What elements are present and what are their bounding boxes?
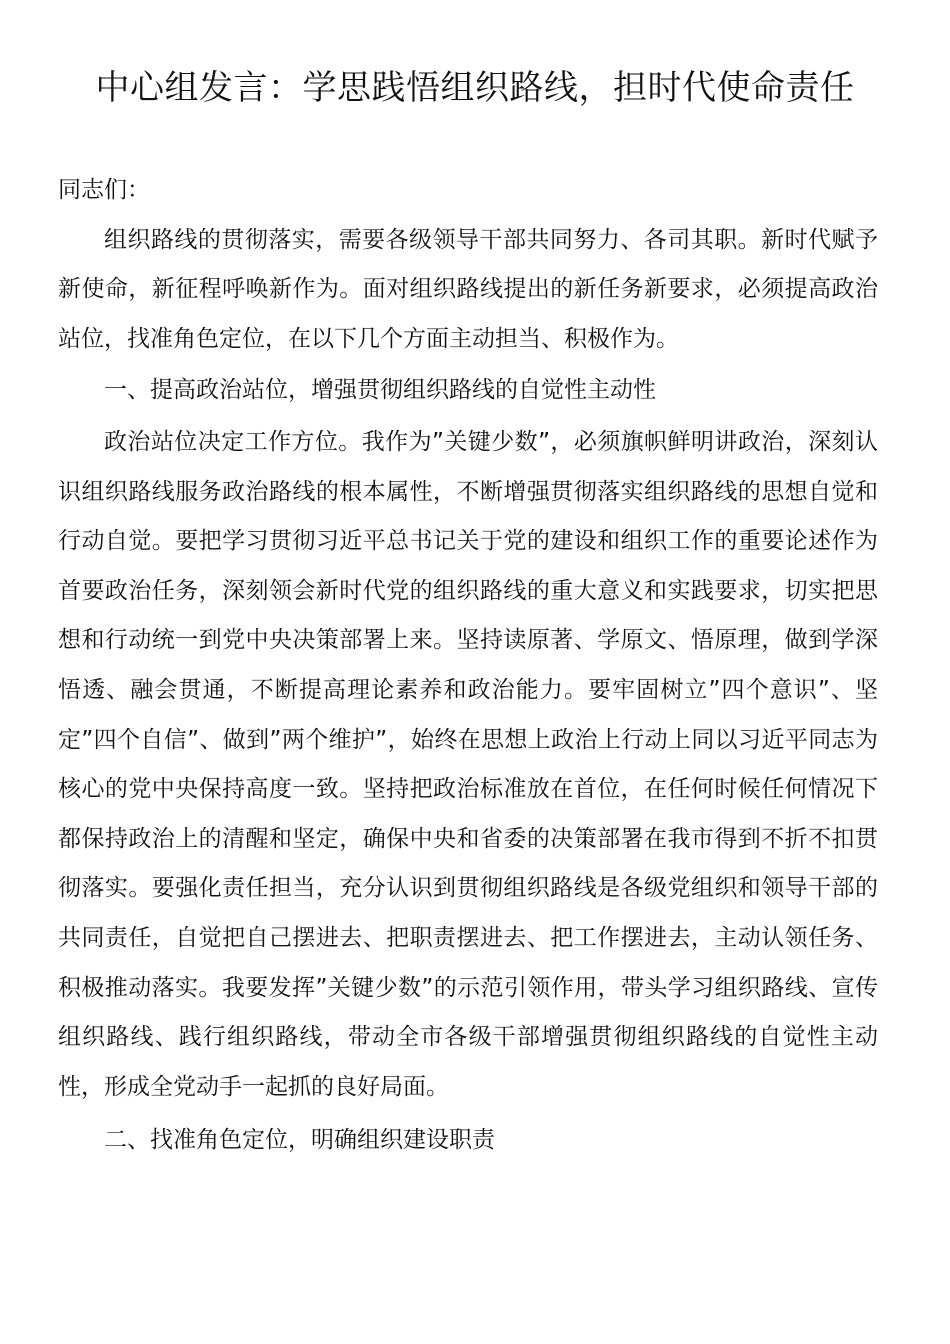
document-title: 中心组发言：学思践悟组织路线，担时代使命责任 <box>95 68 855 108</box>
section-1-heading: 一、提高政治站位，增强贯彻组织路线的自觉性主动性 <box>104 377 656 404</box>
document-body <box>58 166 878 1166</box>
salutation: 同志们： <box>58 177 150 203</box>
section-1-paragraph: 政治站位决定工作方位。我作为”关键少数”，必须旗帜鲜明讲政治，深刻认识组织路线服务政治路线的根本属性，不断增强贯彻落实组织路线的思想自觉和行动自觉。要把学习贯彻习近平总书记关于党的建设和组织工作的重要论述作为首要政治任务，深刻领会新时代党的组织路线的重大意义和实践要求，切实把思想和行动统一到党中央决策部署上来。坚持读原著、学原文、悟原理，做到学深悟透、融会贯通，不断提高理论素养和政治能力。要牢固树立”四个意识”、坚定”四个自信”、做到”两个维护”，始终在思想上政治上行动上同以习近平同志为核心的党中央保持高度一致。坚持把政治标准放在首位，在任何时候任何情况下都保持政治上的清醒和坚定，确保中央和省委的决策部署在我市得到不折不扣贯彻落实。要强化责任担当，充分认识到贯彻组织路线是各级党组织和领导干部的共同责任，自觉把自己摆进去、把职责摆进去、把工作摆进去，主动认领任务、积极推动落实。我要发挥”关键少数”的示范引领作用，带头学习组织路线、宣传组织路线、践行组织路线，带动全市各级干部增强贯彻组织路线的自觉性主动性，形成全党动手一起抓的良好局面。 <box>58 428 878 1100</box>
intro-paragraph: 组织路线的贯彻落实，需要各级领导干部共同努力、各司其职。新时代赋予新使命，新征程呼唤新作为。面对组织路线提出的新任务新要求，必须提高政治站位，找准角色定位，在以下几个方面主动担当、积极作为。 <box>58 226 878 352</box>
section-2-heading: 二、找准角色定位，明确组织建设职责 <box>104 1127 495 1154</box>
